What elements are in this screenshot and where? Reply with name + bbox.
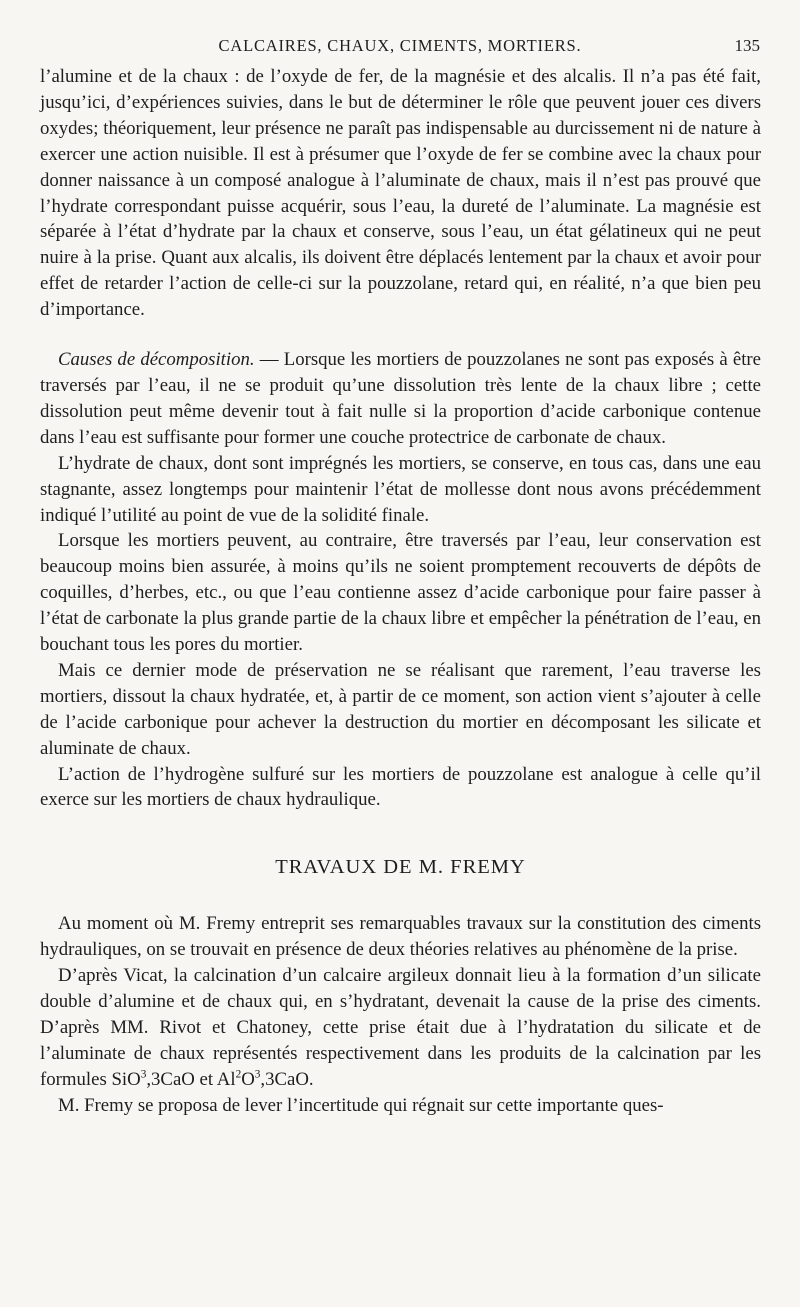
- section-caption: Causes de décomposition.: [58, 349, 255, 371]
- paragraph: [40, 347, 761, 451]
- caption-dash: —: [254, 349, 284, 371]
- paragraph: D’après Vicat, la calcination d’un calcaire argileux donnait lieu à la formation d’un silicate double d’alumine et de chaux qui, en s’hydratant, devenait la cause de la prise des ciments. D’après MM. Rivot et Chatoney, cette prise était due à l’hydratation du silicate et de l’aluminate de chaux représentés respectivement dans les produits de la calcination par les formules SiO$^3$,3CaO et $Al^2O^3,3CaO$.: [40, 965, 761, 1090]
- page-number: 135: [734, 36, 760, 55]
- paragraph-text: Lorsque les mortiers de pouzzolanes ne sont pas exposés à être traversés par l’eau, il ne se produit qu’une dissolution très lente de la chaux libre ; cette dissolution peut même devenir tout à fait nulle si la proportion d’acide carbonique contenue dans l’eau est suffisante pour former une couche protectrice de carbonate de chaux.: [40, 349, 762, 448]
- paragraph-text: D’après Vicat, la calcination d’un calcaire argileux donnait lieu à la formation d’un silicate double d’alumine et de chaux qui, en s’hydratant, devenait la cause de la prise des ciments. D’après MM. Rivot et Chatoney, cette prise était due à l’hydratation du silicate et de l’aluminate de chaux représentés respectivement dans les produits de la calcination par les formules: [40, 965, 761, 1090]
- page-body: [40, 64, 761, 1119]
- section-heading: TRAVAUX DE M. FREMY: [275, 856, 526, 879]
- paragraph: M. Fremy se proposa de lever l’incertitude qui régnait sur cette importante ques-: [58, 1094, 664, 1116]
- paragraph: L’action de l’hydrogène sulfuré sur les mortiers de pouzzolane est analogue à celle qu’il exerce sur les mortiers de chaux hydraulique.: [40, 763, 761, 811]
- paragraph: l’alumine et de la chaux : de l’oxyde de fer, de la magnésie et des alcalis. Il n’a pas été fait, jusqu’ici, d’expériences suivies, dans le but de déterminer le rôle que peuvent jouer ces divers oxydes; théoriquement, leur présence ne paraît pas indispensable au durcissement ni de nature à exercer une action nuisible. Il est à présumer que l’oxyde de fer se combine avec la chaux pour donner naissance à un composé analogue à l’aluminate de chaux, mais il n’est pas prouvé que l’hydrate correspondant puisse acquérir, sous l’eau, la dureté de l’aluminate. La magnésie est séparée à l’état d’hydrate par la chaux et conserve, sous l’eau, un état gélatineux qui ne peut nuire à la prise. Quant aux alcalis, ils doivent être déplacés lentement par la chaux et avoir pour effet de retarder l’action de celle-ci sur la pouzzolane, retard qui, en réalité, n’a que bien peu d’importance.: [40, 66, 761, 321]
- paragraph: Mais ce dernier mode de préservation ne se réalisant que rarement, l’eau traverse les mortiers, dissout la chaux hydratée, et, à partir de ce moment, son action vient s’ajouter à celle de l’acide carbonique pour achever la destruction du mortier en décomposant les silicate et aluminate de chaux.: [40, 659, 761, 759]
- formula-silicate: SiO$^3$,3CaO: [111, 1068, 195, 1090]
- paragraph: L’hydrate de chaux, dont sont imprégnés les mortiers, se conserve, en tous cas, dans une eau stagnante, assez longtemps pour maintenir l’état de mollesse dont nous avons précédemment indiqué l’utilité au point de vue de la solidité finale.: [40, 452, 761, 526]
- formula-aluminate: $Al^2O^3,3CaO$.: [216, 1068, 314, 1090]
- paragraph: Au moment où M. Fremy entreprit ses remarquables travaux sur la constitution des ciments hydrauliques, on se trouvait en présence de deux théories relatives au phénomène de la prise.: [40, 913, 761, 961]
- page-header: [40, 36, 760, 58]
- paragraph: Lorsque les mortiers peuvent, au contraire, être traversés par l’eau, leur conservation est beaucoup moins bien assurée, à moins qu’ils ne soient promptement recouverts de dépôts de coquilles, d’herbes, etc., ou que l’eau contienne assez d’acide carbonique pour faire passer à l’état de carbonate la plus grande partie de la chaux libre et empêcher la pénétration de l’eau, en bouchant tous les pores du mortier.: [40, 530, 761, 656]
- running-title: CALCAIRES, CHAUX, CIMENTS, MORTIERS.: [218, 36, 582, 55]
